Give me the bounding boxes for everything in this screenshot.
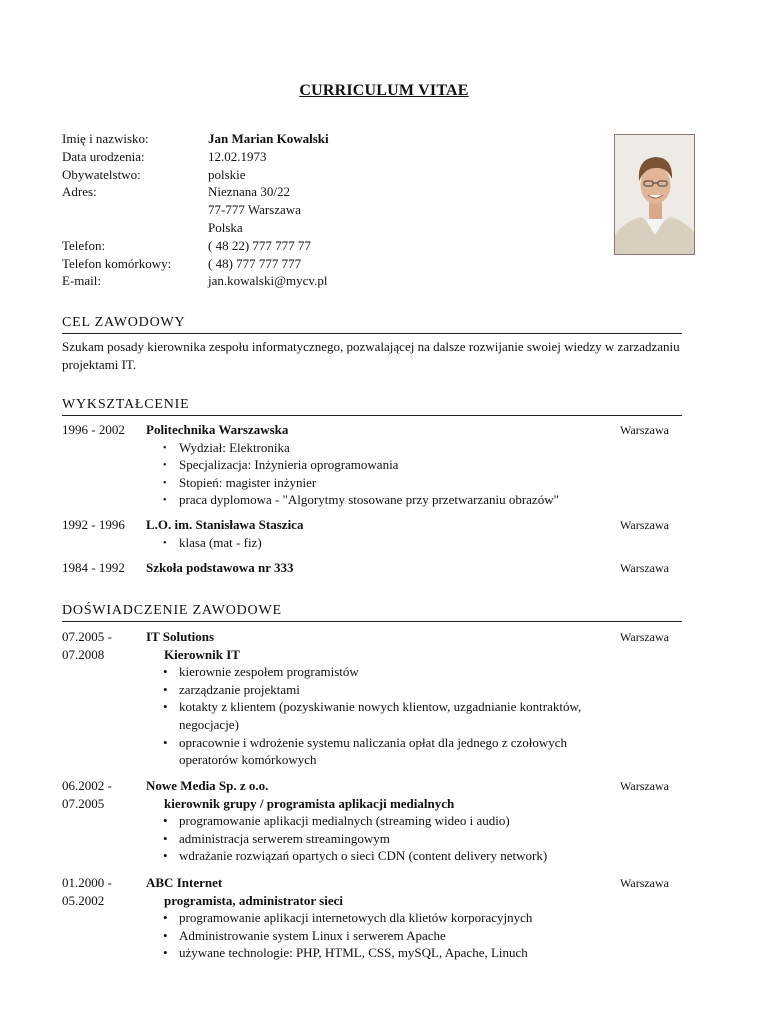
entry-city: Warszawa (620, 561, 670, 575)
section-header-objective: CEL ZAWODOWY (62, 314, 682, 334)
list-item: • programowanie aplikacji internetowych dla klietów korporacyjnych (163, 909, 606, 927)
list-item: • wdrażanie rozwiązań opartych o sieci CDN (content delivery network) (163, 847, 606, 865)
personal-value: 12.02.1973 (208, 148, 267, 164)
personal-row-birthdate (62, 148, 582, 166)
email-value: jan.kowalski@mycv.pl (208, 273, 328, 289)
portrait-image (615, 135, 695, 255)
entry-body (146, 559, 606, 577)
personal-label: E-mail: (62, 273, 101, 289)
section-header-education: WYKSZTAŁCENIE (62, 396, 682, 416)
entry-body (146, 516, 606, 551)
personal-value: polskie (208, 166, 246, 182)
personal-info (62, 130, 582, 290)
personal-value: ( 48 22) 777 777 77 (208, 237, 311, 253)
page-title: CURRICULUM VITAE (299, 82, 469, 99)
entry-org: Nowe Media Sp. z o.o. (146, 778, 269, 793)
entry-org: Politechnika Warszawska (146, 422, 289, 437)
entry-city: Warszawa (620, 423, 670, 437)
entry-city: Warszawa (620, 779, 670, 793)
list-item: • Stopień: magister inżynier (163, 474, 606, 492)
personal-row-name (62, 130, 582, 148)
personal-row-citizenship (62, 166, 582, 184)
entry-date: 1996 - 2002 (62, 422, 125, 437)
entry-date: 1984 - 1992 (62, 560, 125, 575)
entry-body (146, 874, 606, 962)
personal-row-phone (62, 237, 582, 255)
personal-value: Jan Marian Kowalski (208, 131, 329, 146)
entry-body (146, 777, 606, 865)
personal-row-address-city (62, 201, 582, 219)
objective-text: Szukam posady kierownika zespołu informatycznego, pozwalającej na dalsze rozwijanie swoiej wiedzy w zarzadzaniu projektami IT. (62, 339, 680, 372)
bullet-list (146, 663, 606, 769)
entry-org: L.O. im. Stanisława Staszica (146, 517, 304, 532)
personal-row-email (62, 272, 582, 290)
entry-date-to: 07.2005 (62, 796, 105, 811)
personal-value: Polska (208, 219, 243, 235)
section-header-experience: DOŚWIADCZENIE ZAWODOWE (62, 602, 682, 622)
entry-role: Kierownik IT (164, 646, 240, 662)
list-item: • używane technologie: PHP, HTML, CSS, mySQL, Apache, Linuch (163, 944, 606, 962)
entry-city: Warszawa (620, 518, 670, 532)
personal-label: Obywatelstwo: (62, 166, 141, 182)
entry-date-from: 01.2000 - (62, 875, 112, 890)
bullet-list (146, 439, 606, 509)
entry-date-from: 06.2002 - (62, 778, 112, 793)
list-item: • Administrowanie system Linux i serwerem Apache (163, 927, 606, 945)
entry-city: Warszawa (620, 630, 670, 644)
entry-date (62, 874, 142, 910)
entry-body (146, 628, 606, 769)
entry-org: ABC Internet (146, 875, 223, 890)
list-item: • klasa (mat - fiz) (163, 534, 606, 552)
personal-row-address-country (62, 219, 582, 237)
entry-body (146, 421, 606, 509)
list-item: • kierownie zespołem programistów (163, 663, 606, 681)
list-item: • Wydział: Elektronika (163, 439, 606, 457)
list-item: • kotakty z klientem (pozyskiwanie nowych klientow, uzgadnianie kontraktów, negocjacje) (163, 698, 606, 733)
personal-value: ( 48) 777 777 777 (208, 255, 302, 271)
entry-date: 1992 - 1996 (62, 517, 125, 532)
list-item: • praca dyplomowa - "Algorytmy stosowane przy przetwarzaniu obrazów" (163, 491, 606, 509)
personal-row-address (62, 183, 582, 201)
list-item: • programowanie aplikacji medialnych (streaming wideo i audio) (163, 812, 606, 830)
entry-date-from: 07.2005 - (62, 629, 112, 644)
entry-role: kierownik grupy / programista aplikacji medialnych (164, 795, 455, 811)
list-item: • Specjalizacja: Inżynieria oprogramowania (163, 456, 606, 474)
personal-label: Data urodzenia: (62, 148, 145, 164)
personal-label: Telefon: (62, 237, 106, 253)
entry-city: Warszawa (620, 876, 670, 890)
personal-row-mobile (62, 255, 582, 273)
entry-org: Szkoła podstawowa nr 333 (146, 560, 294, 575)
list-item: • administracja serwerem streamingowym (163, 830, 606, 848)
personal-label: Adres: (62, 184, 97, 200)
entry-org: IT Solutions (146, 629, 215, 644)
bullet-list (146, 534, 606, 552)
personal-label: Telefon komórkowy: (62, 255, 172, 271)
personal-label (62, 201, 208, 219)
personal-label (62, 219, 208, 237)
bullet-list (146, 812, 606, 865)
entry-role: programista, administrator sieci (164, 892, 343, 908)
entry-date-to: 05.2002 (62, 893, 105, 908)
personal-value: 77-777 Warszawa (208, 202, 301, 218)
bullet-list (146, 909, 606, 962)
entry-date (62, 628, 142, 664)
list-item: • zarządzanie projektami (163, 681, 606, 699)
entry-date (62, 777, 142, 813)
personal-value: Nieznana 30/22 (208, 184, 290, 200)
entry-date-to: 07.2008 (62, 647, 105, 662)
list-item: • opracownie i wdrożenie systemu naliczania opłat dla jednego z czołowych operatorów komórkowych (163, 734, 606, 769)
personal-label: Imię i nazwisko: (62, 131, 149, 146)
profile-photo (614, 134, 695, 255)
